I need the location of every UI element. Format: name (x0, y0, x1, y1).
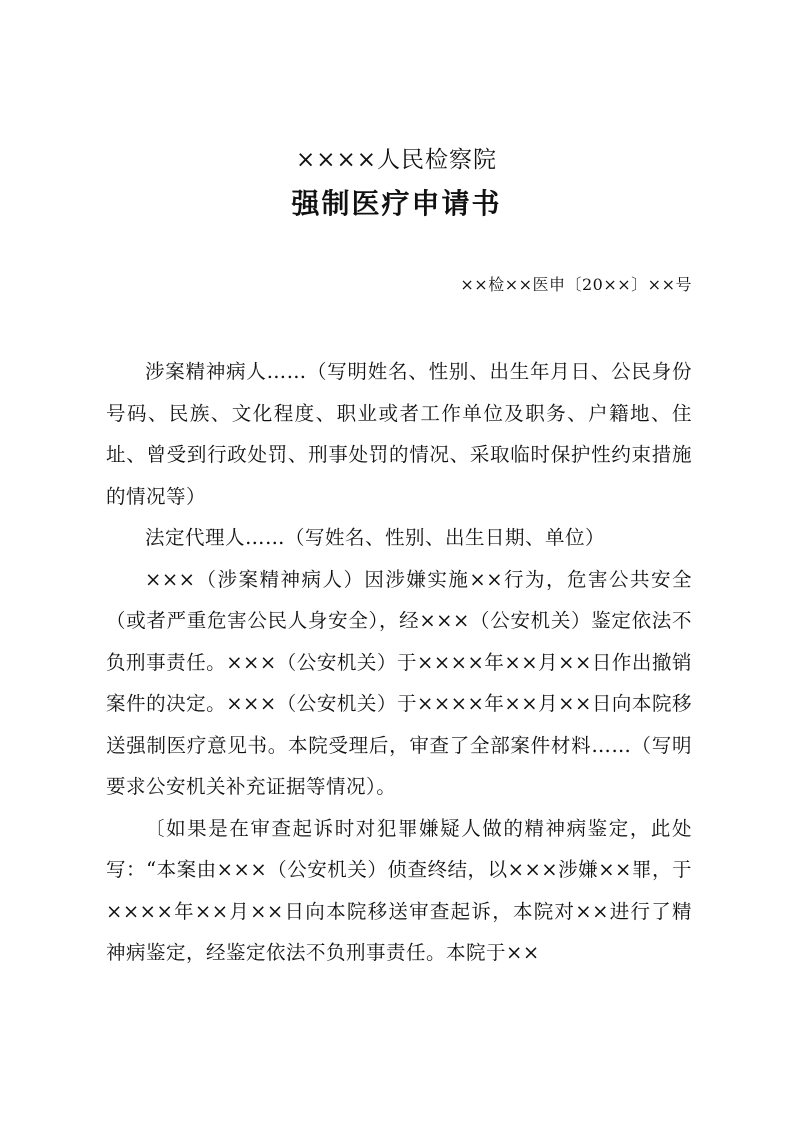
paragraph-review-note: 〔如果是在审查起诉时对犯罪嫌疑人做的精神病鉴定，此处写：“本案由×××（公安机关）侦查终结，以×××涉嫌××罪，于××××年××月××日向本院移送审查起诉，本院对××进行了精神病鉴定，经鉴定依法不负刑事责任。本院于×× (106, 816, 692, 964)
document-body (106, 351, 692, 974)
paragraph-case-facts: ×××（涉案精神病人）因涉嫌实施××行为，危害公共安全（或者严重危害公民人身安全），经×××（公安机关）鉴定依法不负刑事责任。×××（公安机关）于××××年××月××日作出撤销案件的决定。×××（公安机关）于××××年××月××日向本院移送强制医疗意见书。本院受理后，审查了全部案件材料……（写明要求公安机关补充证据等情况）。 (106, 567, 692, 798)
document-title: 强制医疗申请书 (291, 187, 502, 220)
procuratorate-title: ××××人民检察院 (295, 147, 498, 173)
paragraph-legal-representative: 法定代理人……（写姓名、性别、出生日期、单位） (145, 526, 606, 549)
document-number: ××检××医申〔20××〕××号 (460, 275, 692, 294)
paragraph-patient-info: 涉案精神病人……（写明姓名、性别、出生年月日、公民身份号码、民族、文化程度、职业或者工作单位及职务、户籍地、住址、曾受到行政处罚、刑事处罚的情况、采取临时保护性约束措施的情况等） (106, 360, 692, 508)
